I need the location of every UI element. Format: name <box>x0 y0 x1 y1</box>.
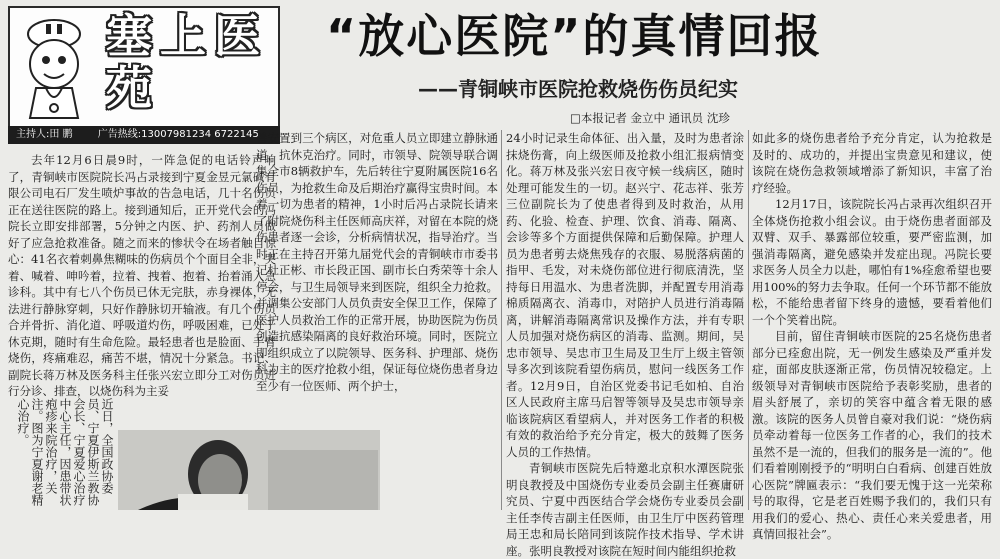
paragraph: 去年12月6日晨9时，一阵急促的电话铃声响了，青铜峡市医院院长冯占录接到宁夏金昱元氯碱有限公司电石厂发生喷炉事故的告急电话，几十名伤员正在送往医院的路上。接到通知后，正开党代会的冯院长立即安排部署，5分钟之内医、护、药剂人员做好了应急抢救准备。随之而来的惨状令在场者触目惊心：41名衣着刺鼻焦糊味的伤病员个个面目全非，哭着、喊着、呻吟着，拉着、拽着、抱着、抬着涌入急诊科。其中有七八个伤员已休无完肤，赤身裸体，无法进行静脉穿刺，只好作静脉切开输液。有几个伤员合并骨折、消化道、呼吸道灼伤，呼吸困难，已处于休克期，随时有生命危险。最轻患者也是脸面、手臂烧伤，疼痛难忍，痛苦不堪，情况十分紧急。书记、副院长蒋万林及医务科主任张兴宏立即分工对伤员进行分诊、排查，以烧伤科为主妥 <box>8 153 276 398</box>
photo-caption: 近日，全国政协委员、宁夏伊斯兰教协会长、宁夏爱心治疗中心主任，因患带状疱疹来院治疗，关注。图为宁夏谢老精心治疗。 <box>16 398 114 506</box>
column-title: 塞上医苑 <box>106 9 268 115</box>
article-column-1 <box>8 152 276 398</box>
column-banner <box>8 6 280 130</box>
article-byline: □本报记者 金立中 通讯员 沈珍 <box>570 111 730 125</box>
column-divider <box>501 130 502 510</box>
news-photo <box>118 430 380 510</box>
paragraph: 青铜峡市医院先后特邀北京积水潭医院张明良教授及中国烧伤专业委员会副主任赛庸研究员、宁夏中西医结合学会烧伤专业委员会副主任李传吉副主任医师，由卫生厅中医药管理局王忠和局长陪同到该院作技术指导、学术讲座。张明良教授对该院在短时间内能组织抢救 <box>506 461 744 558</box>
paragraph: 12月17日，该院院长冯占录再次组织召开全体烧伤抢救小组会议。由于烧伤患者面部及双臂、双手、暴露部位较重，要严密监测，加强消毒隔离，避免感染并发症出现。冯院长要求医务人员全力以赴，哪怕有1%痊愈希望也要用100%的努力去争取。任何一个环节都不能放松，不能给患者留下终身的遗憾，要看着他们一个个笑着出院。 <box>752 197 992 327</box>
paragraph: 如此多的烧伤患者给予充分肯定，认为抢救是及时的、成功的，并提出宝贵意见和建议，使该院在烧伤急救领域增添了新知识，丰富了治疗经验。 <box>752 131 992 195</box>
column-info-bar <box>8 126 280 144</box>
column-divider <box>748 130 749 510</box>
article-column-4 <box>752 130 992 541</box>
paragraph: 善安置到三个病区，对危重人员立即建立静脉通道，抗休克治疗。同时，市领导、院领导联合调集全市8辆救护车，先后转往宁夏附属医院16名伤员，为抢救生命及后期治疗赢得宝贵时间。本着一切为患者的精神，1小时后冯占录院长请来了附院烧伤科主任医师高庆祥，对留在本院的烧伤患者逐一会诊，分析病情状况，指导治疗。当时正在主持召开第九届党代会的青铜峡市市委书记杜正彬、市长段正国、副市长白秀荣等十余人停会，与卫生局领导来到医院，组织全力抢救。并调集公安部门人员负责安全保卫工作，保障了医护人员救治工作的正常开展，协助医院为伤员创造抗感染隔离的良好救治环境。同时，医院立即组织成立了以院领导、医务科、护理部、烧伤科为主的医疗抢救小组，保证每位烧伤患者身边至少有一位医师、两个护士， <box>256 131 498 393</box>
article-column-2 <box>256 130 498 393</box>
person-photo-icon <box>118 430 380 510</box>
paragraph: 24小时记录生命体征、出入量，及时为患者涂抹烧伤膏，向上级医师及抢救小组汇报病情变化。蒋万林及张兴宏日夜守候一线病区，随时处理可能发生的一切。赵兴宁、花志祥、张芳三位副院长为了使患者得到及时救治，从用药、化验、检查、护理、饮食、消毒、隔离、会诊等多个方面提供保障和后勤保障。护理人员为患者剪去烧焦残存的衣服、易脱落病菌的指甲、毛发，对未烧伤部位进行彻底清洗，坚持每日用温水、为患者洗脚，并配置专用消毒棉质隔离衣、消毒巾，对陪护人员进行消毒隔离，讲解消毒隔离常识及操作方法，并有专职人员加强对烧伤病区的消毒、监测。期间，吴忠市领导、吴忠市卫生局及卫生厅上级主管领导多次到该院看望伤病员，慰问一线医务工作者。12月9日，自治区党委书记毛如柏、自治区人民政府主席马启智等领导及吴忠市领导亲临该院病区看望病人，并对医务工作者的积极有效的救治给予充分肯定，极大的鼓舞了医务人员的工作热情。 <box>506 131 744 459</box>
doctor-mascot-icon <box>16 12 92 122</box>
paragraph: 目前，留住青铜峡市医院的25名烧伤患者部分已痊愈出院，无一例发生感染及严重并发症，面部皮肤逐渐正常，伤员情况较稳定。上级领导对青铜峡市医院给予表彰奖励，患者的眉头舒展了，亲切的笑容中蕴含着无限的感激。该院的医务人员曾自豪对我们说：“烧伤病员牵动着每一位医务工作者的心，我们的技术虽然不是一流的，但我们的服务是一流的”。他们看着刚刚授予的“明明白白看病、创建百姓放心医院”牌匾表示：“我们要无愧于这一光荣称号的取得，它是老百姓赐予我们的，我们只有用我们的爱心、热心、责任心来关爱患者，用真情回报社会”。 <box>752 329 992 541</box>
article-subheadline: ——青铜峡市医院抢救烧伤伤员纪实 <box>418 77 738 101</box>
article-headline: “放心医院”的真情回报 <box>326 9 823 63</box>
article-column-3 <box>506 130 744 558</box>
ad-phone-label: 广告热线:13007981234 6722145 <box>97 129 259 140</box>
host-label: 主持人:田 鹏 <box>16 129 73 140</box>
